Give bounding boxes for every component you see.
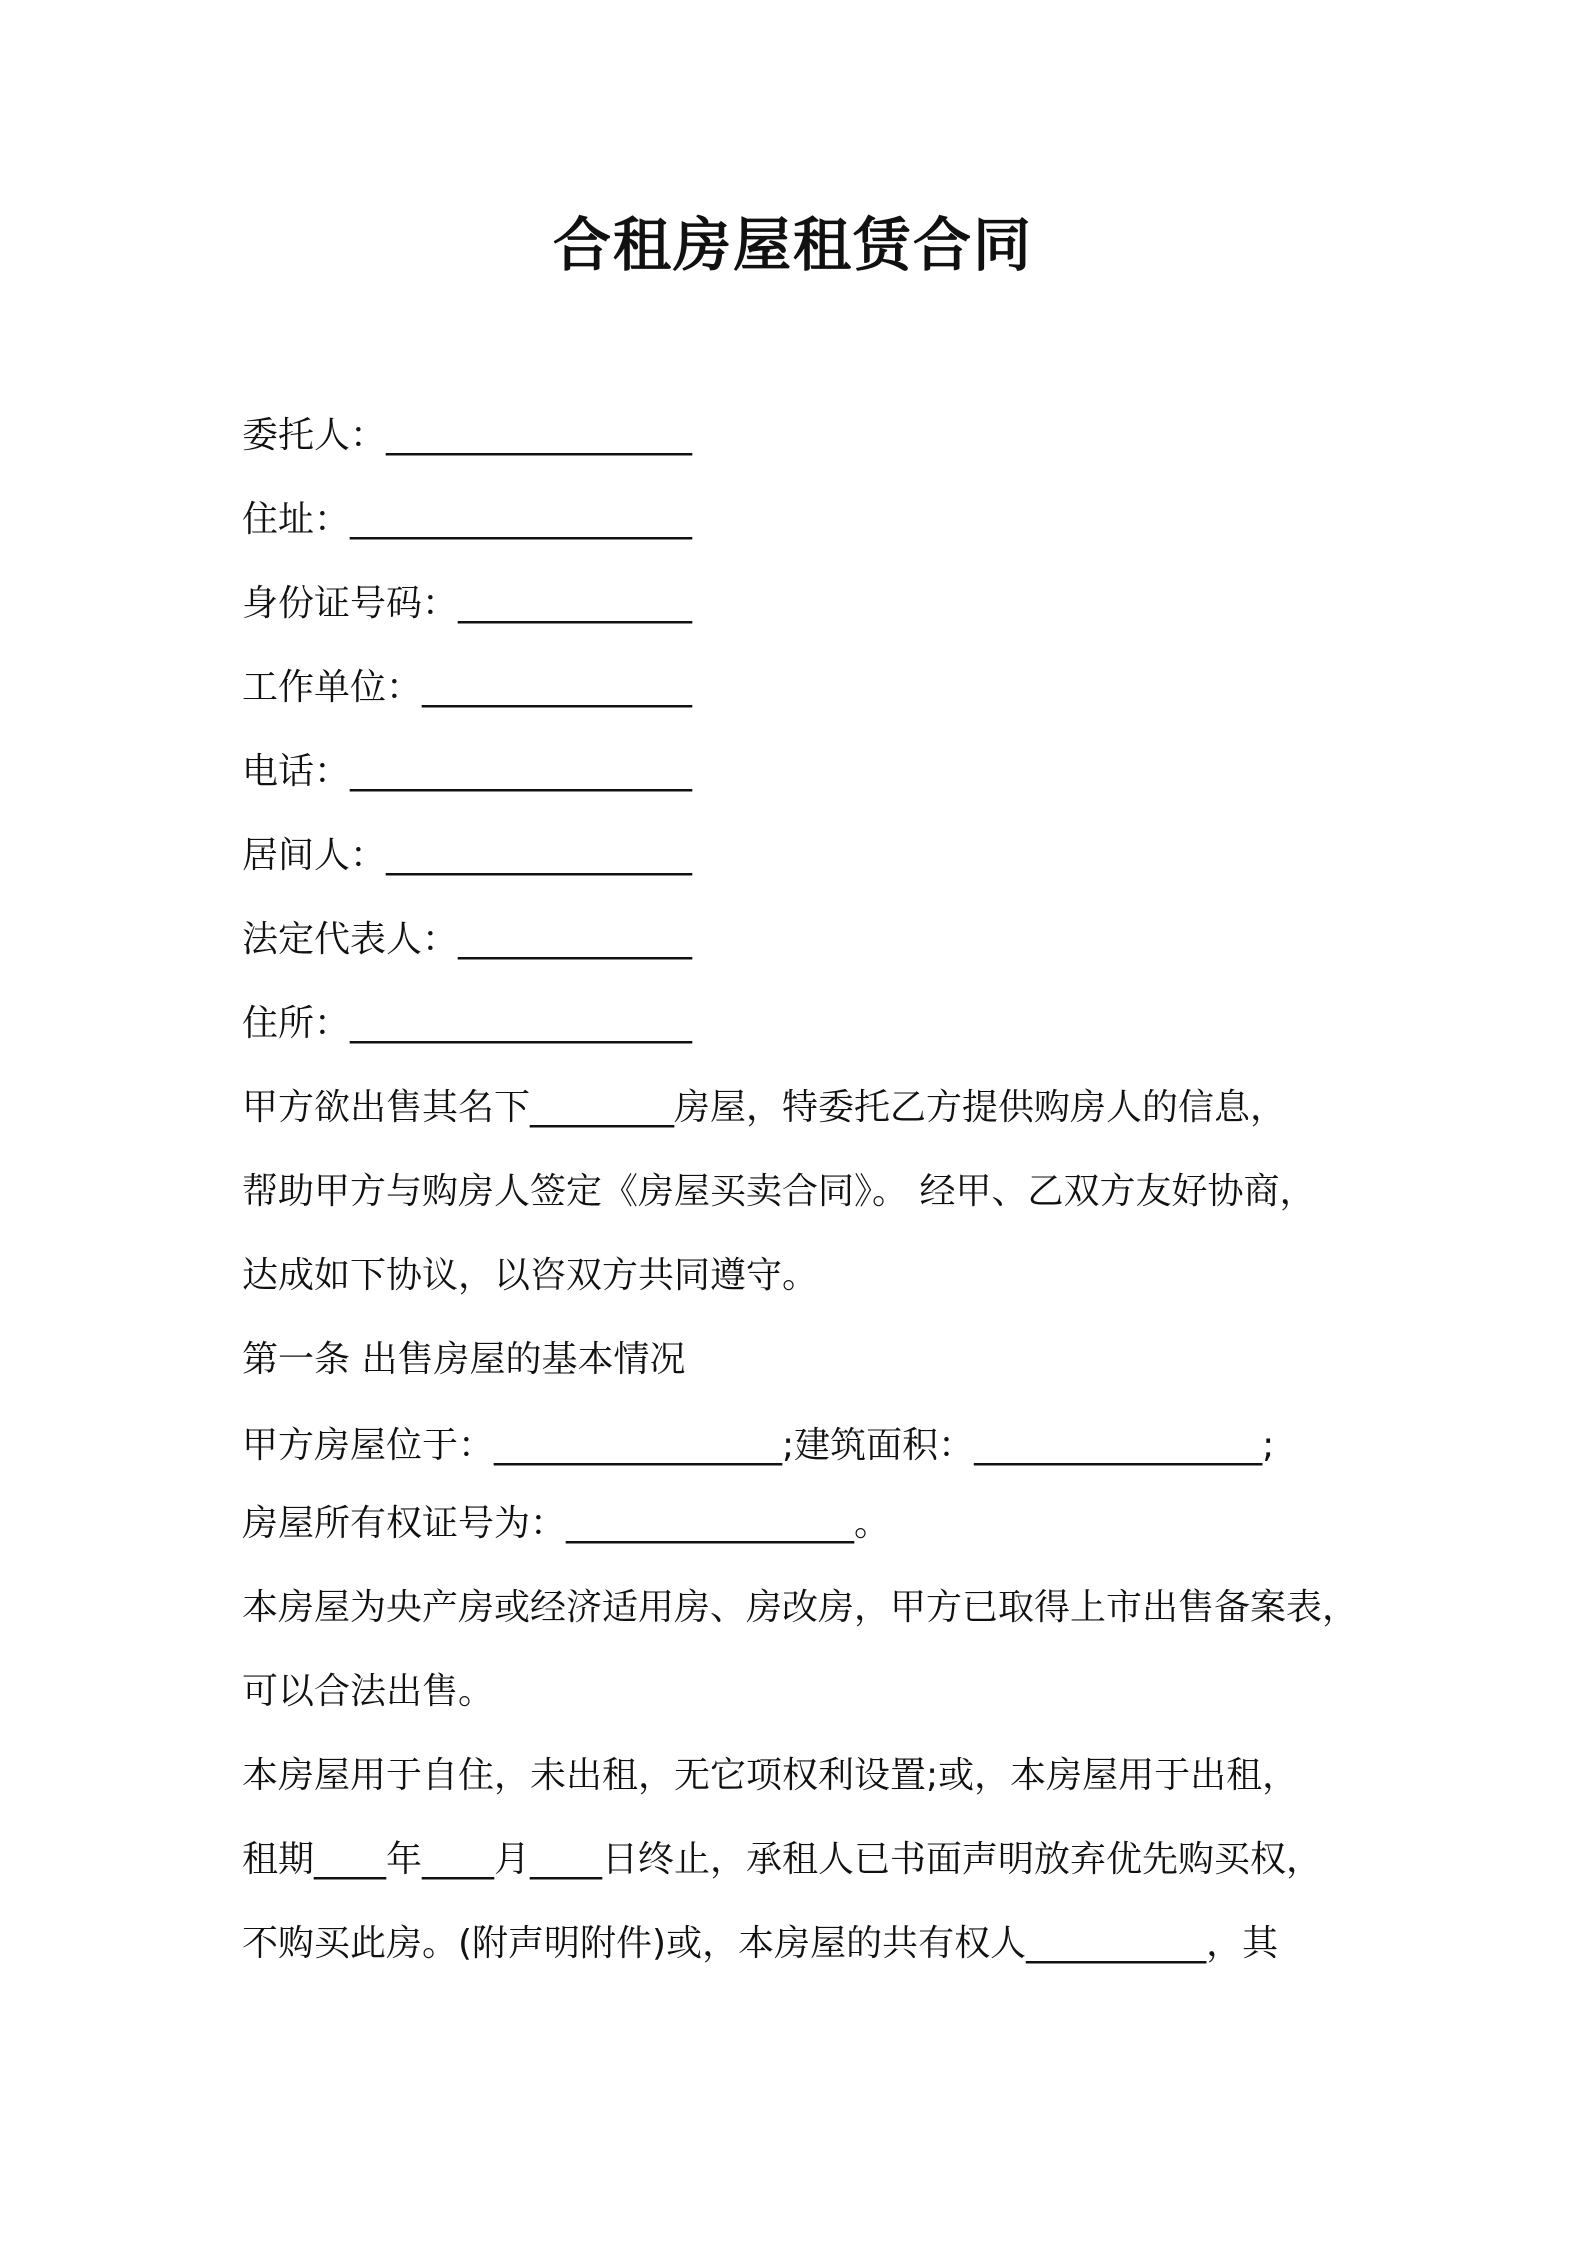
paragraph-line: 甲方欲出售其名下________房屋，特委托乙方提供购房人的信息， — [242, 1087, 1287, 1128]
paragraph-line: 帮助甲方与购房人签定《房屋买卖合同》。 经甲、乙双方友好协商， — [242, 1171, 1316, 1212]
paragraph-line: 本房屋用于自住，未出租，无它项权利设置;或，本房屋用于出租， — [242, 1755, 1299, 1796]
ownership-certificate-line: 房屋所有权证号为：________________。 — [242, 1503, 891, 1544]
document-title: 合租房屋租赁合同 — [552, 211, 1033, 279]
principal-line: 委托人：_________________ — [242, 415, 693, 456]
residence-line: 住所：___________________ — [242, 1003, 693, 1044]
intermediary-line: 居间人：_________________ — [242, 835, 693, 876]
employer-line: 工作单位：_______________ — [242, 667, 693, 708]
paragraph-line: 租期____年____月____日终止，承租人已书面声明放弃优先购买权， — [242, 1839, 1323, 1880]
paragraph-line: 本房屋为央产房或经济适用房、房改房，甲方已取得上市出售备案表， — [242, 1587, 1359, 1628]
paragraph-line: 达成如下协议，以咨双方共同遵守。 — [242, 1255, 819, 1296]
phone-line: 电话：___________________ — [242, 751, 693, 792]
property-location-line: 甲方房屋位于：________________;建筑面积：________________; — [242, 1425, 1275, 1466]
article-heading: 第一条 出售房屋的基本情况 — [242, 1339, 686, 1380]
paragraph-line: 可以合法出售。 — [242, 1671, 495, 1712]
principal-address-line: 住址：___________________ — [242, 499, 693, 540]
paragraph-line: 不购买此房。(附声明附件)或，本房屋的共有权人__________，其 — [242, 1923, 1279, 1964]
id-number-line: 身份证号码：_____________ — [242, 583, 693, 624]
legal-representative-line: 法定代表人：_____________ — [242, 919, 693, 960]
